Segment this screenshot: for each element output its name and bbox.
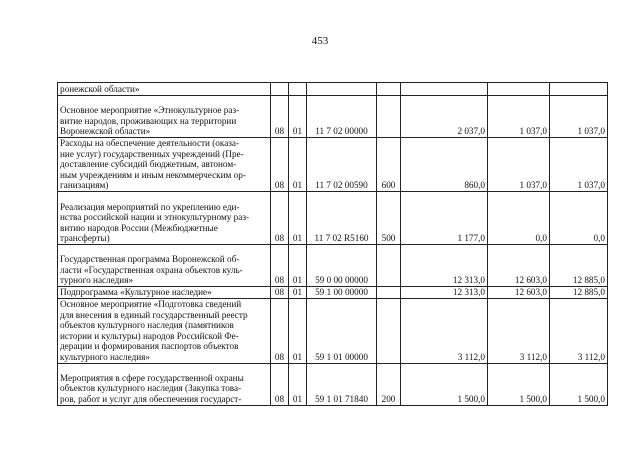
amount-year1-cell: 1 177,0: [401, 191, 488, 244]
section-code-cell: 08: [271, 191, 289, 244]
table-row: [58, 244, 608, 286]
amount-year3-cell: 0,0: [550, 191, 608, 244]
row-name-cell: [58, 96, 271, 138]
table-row: [58, 286, 608, 298]
amount-year1-cell: 12 313,0: [401, 286, 488, 298]
expense-type-cell: [377, 83, 401, 96]
row-name-cell: [58, 138, 271, 192]
table-row: [58, 298, 608, 363]
row-name-cell: [58, 83, 271, 96]
amount-year2-cell: [488, 83, 550, 96]
row-name-line: нства российской нации и этнокультурному раз-: [60, 212, 250, 223]
subsection-code-cell: 01: [289, 138, 307, 192]
expense-type-cell: [377, 298, 401, 363]
row-name-line: Реализация мероприятий по укреплению еди-: [60, 201, 240, 212]
page-number: 453: [311, 35, 329, 47]
subsection-code-cell: 01: [289, 363, 307, 405]
table-row: [58, 191, 608, 244]
subsection-code-cell: 01: [289, 298, 307, 363]
row-name-line: ным учреждениям и иным некоммерческим ор-: [60, 169, 246, 180]
row-name-line: ласти «Государственная охрана объектов куль-: [60, 264, 243, 275]
section-code-cell: 08: [271, 363, 289, 405]
amount-year1-cell: 12 313,0: [401, 244, 488, 286]
row-name-line: дерации и формирования паспортов объектов: [60, 341, 239, 352]
row-name-line: объектов культурного наследия (Закупка това-: [60, 383, 242, 394]
row-name-line: Основное мероприятие «Этнокультурное раз-: [60, 105, 240, 116]
row-name-line: Основное мероприятие «Подготовка сведений: [60, 298, 242, 309]
row-name-line: трансферты): [60, 233, 110, 244]
target-article-cell: 59 0 00 00000: [307, 244, 377, 286]
amount-year1-cell: 860,0: [401, 138, 488, 192]
table-row: [58, 83, 608, 96]
amount-year2-cell: 1 500,0: [488, 363, 550, 405]
expense-type-cell: [377, 96, 401, 138]
amount-year2-cell: 12 603,0: [488, 244, 550, 286]
row-name-line: витию народов России (Межбюджетные: [60, 222, 218, 233]
row-name-line: культурного наследия»: [60, 351, 150, 362]
table-row: [58, 363, 608, 405]
row-name-line: объектов культурного наследия (памятников: [60, 320, 234, 331]
amount-year1-cell: 3 112,0: [401, 298, 488, 363]
section-code-cell: [271, 83, 289, 96]
row-name-line: Воронежской области»: [60, 126, 151, 137]
row-name-line: Мероприятия в сфере государственной охраны: [60, 372, 244, 383]
target-article-cell: 59 1 01 71840: [307, 363, 377, 405]
amount-year3-cell: 1 037,0: [550, 138, 608, 192]
section-code-cell: 08: [271, 96, 289, 138]
amount-year3-cell: 12 885,0: [550, 286, 608, 298]
amount-year1-cell: [401, 83, 488, 96]
row-name-line: ров, работ и услуг для обеспечения государст-: [60, 393, 242, 404]
row-name-line: истории и культуры) народов Российской Фе-: [60, 330, 239, 341]
target-article-cell: 59 1 01 00000: [307, 298, 377, 363]
target-article-cell: 11 7 02 R5160: [307, 191, 377, 244]
amount-year1-cell: 2 037,0: [401, 96, 488, 138]
row-name-line: Государственная программа Воронежской об-: [60, 254, 240, 265]
target-article-cell: 11 7 02 00590: [307, 138, 377, 192]
table-body: [58, 83, 608, 406]
row-name-cell: [58, 363, 271, 405]
amount-year3-cell: 3 112,0: [550, 298, 608, 363]
row-name-line: ганизациям): [60, 180, 109, 191]
section-code-cell: 08: [271, 138, 289, 192]
row-name-line: ронежской области»: [60, 84, 140, 95]
section-code-cell: 08: [271, 298, 289, 363]
amount-year2-cell: 1 037,0: [488, 96, 550, 138]
row-name-cell: [58, 244, 271, 286]
expense-type-cell: [377, 244, 401, 286]
budget-table: [57, 82, 608, 406]
expense-type-cell: [377, 286, 401, 298]
row-name-line: Расходы на обеспечение деятельности (оказа-: [60, 138, 240, 148]
table-row: [58, 96, 608, 138]
row-name-cell: [58, 286, 271, 298]
amount-year3-cell: 1 500,0: [550, 363, 608, 405]
row-name-line: ние услуг) государственных учреждений (Пре-: [60, 148, 244, 159]
row-name-line: витие народов, проживающих на территории: [60, 115, 237, 126]
row-name-line: турного наследия»: [60, 275, 134, 286]
row-name-cell: [58, 191, 271, 244]
target-article-cell: 59 1 00 00000: [307, 286, 377, 298]
amount-year3-cell: [550, 83, 608, 96]
expense-type-cell: 200: [377, 363, 401, 405]
row-name-line: для внесения в единый государственный реестр: [60, 309, 248, 320]
subsection-code-cell: 01: [289, 96, 307, 138]
subsection-code-cell: 01: [289, 286, 307, 298]
target-article-cell: 11 7 02 00000: [307, 96, 377, 138]
subsection-code-cell: 01: [289, 191, 307, 244]
amount-year2-cell: 0,0: [488, 191, 550, 244]
amount-year3-cell: 1 037,0: [550, 96, 608, 138]
subsection-code-cell: 01: [289, 244, 307, 286]
amount-year2-cell: 12 603,0: [488, 286, 550, 298]
amount-year2-cell: 1 037,0: [488, 138, 550, 192]
row-name-line: Подпрограмма «Культурное наследие»: [60, 287, 212, 298]
section-code-cell: 08: [271, 244, 289, 286]
subsection-code-cell: [289, 83, 307, 96]
expense-type-cell: 600: [377, 138, 401, 192]
amount-year3-cell: 12 885,0: [550, 244, 608, 286]
expense-type-cell: 500: [377, 191, 401, 244]
amount-year1-cell: 1 500,0: [401, 363, 488, 405]
amount-year2-cell: 3 112,0: [488, 298, 550, 363]
target-article-cell: [307, 83, 377, 96]
table-row: [58, 138, 608, 192]
row-name-cell: [58, 298, 271, 363]
section-code-cell: 08: [271, 286, 289, 298]
row-name-line: доставление субсидий бюджетным, автоном-: [60, 159, 237, 170]
